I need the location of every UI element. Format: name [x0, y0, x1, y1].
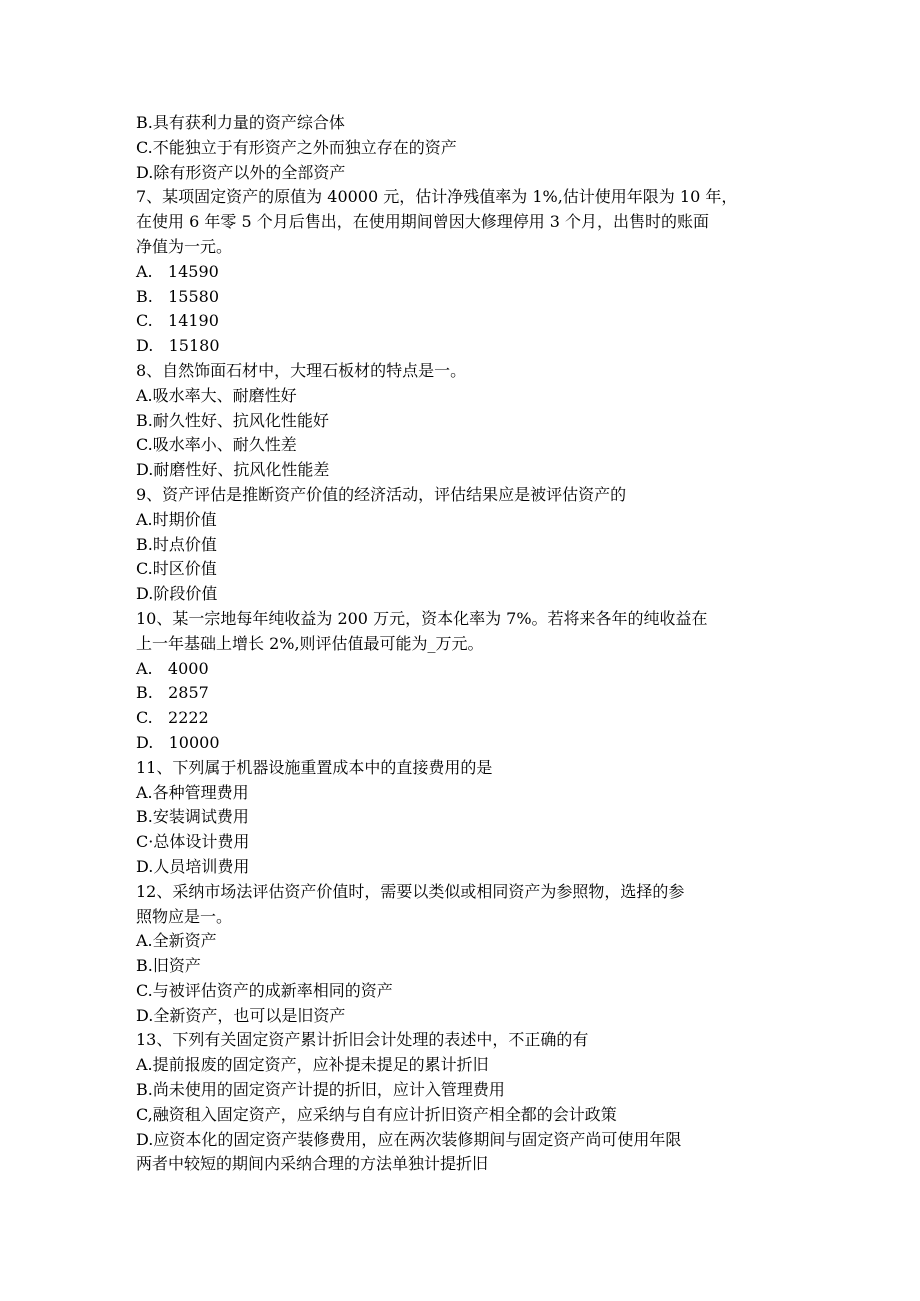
- option-a-q13: A.提前报废的固定资产，应补提未提足的累计折旧: [136, 1055, 489, 1075]
- option-d-q13-line-2: 两者中较短的期间内采纳合理的方法单独计提折旧: [136, 1154, 489, 1174]
- option-b-q13: B.尚未使用的固定资产计提的折旧，应计入管理费用: [136, 1080, 505, 1100]
- option-d-q13-line-1: D.应资本化的固定资产装修费用，应在两次装修期间与固定资产尚可使用年限: [136, 1129, 682, 1149]
- option-a-q12: A.全新资产: [136, 931, 217, 951]
- option-d-q12: D.全新资产，也可以是旧资产: [136, 1005, 346, 1025]
- question-9: 9、资产评估是推断资产价值的经济活动，评估结果应是被评估资产的: [136, 484, 627, 504]
- option-c-q12: C.与被评估资产的成新率相同的资产: [136, 980, 393, 1000]
- option-c-q7: C. 14190: [136, 311, 219, 331]
- option-d-q11: D.人员培训费用: [136, 856, 250, 876]
- question-10-line-1: 10、某一宗地每年纯收益为 200 万元，资本化率为 7%。若将来各年的纯收益在: [136, 608, 708, 628]
- question-7-line-1: 7、某项固定资产的原值为 40000 元，估计净残值率为 1%,估计使用年限为 10 年，: [136, 187, 738, 207]
- option-d-q9: D.阶段价值: [136, 584, 218, 604]
- option-b-q9: B.时点价值: [136, 534, 217, 554]
- question-11: 11、下列属于机器设施重置成本中的直接费用的是: [136, 757, 493, 777]
- option-b-q10: B. 2857: [136, 683, 209, 703]
- option-a-q10: A. 4000: [136, 658, 209, 678]
- question-8: 8、自然饰面石材中，大理石板材的特点是一。: [136, 360, 467, 380]
- option-c-q9: C.时区价值: [136, 559, 217, 579]
- question-10-line-2: 上一年基础上增长 2%,则评估值最可能为_万元。: [136, 633, 484, 653]
- option-b-q12: B.旧资产: [136, 956, 201, 976]
- option-a-q9: A.时期价值: [136, 509, 217, 529]
- document-page: [136, 111, 796, 1177]
- question-7-line-2: 在使用 6 年零 5 个月后售出，在使用期间曾因大修理停用 3 个月，出售时的账面: [136, 212, 710, 232]
- option-d-q7: D. 15180: [136, 336, 220, 356]
- question-12-line-1: 12、采纳市场法评估资产价值时，需要以类似或相同资产为参照物，选择的参: [136, 881, 685, 901]
- option-b-q8: B.耐久性好、抗风化性能好: [136, 410, 329, 430]
- option-c-q10: C. 2222: [136, 708, 209, 728]
- option-c-q13: C,融资租入固定资产，应采纳与自有应计折旧资产相全都的会计政策: [136, 1104, 617, 1124]
- option-d-q6: D.除有形资产以外的全部资产: [136, 162, 346, 182]
- option-c-q6: C.不能独立于有形资产之外而独立存在的资产: [136, 137, 457, 157]
- option-d-q10: D. 10000: [136, 732, 220, 752]
- option-b-q11: B.安装调试费用: [136, 807, 249, 827]
- option-c-q8: C.吸水率小、耐久性差: [136, 435, 297, 455]
- option-b-q6: B.具有获利力量的资产综合体: [136, 113, 345, 132]
- option-d-q8: D.耐磨性好、抗风化性能差: [136, 460, 330, 480]
- option-c-q11: C·总体设计费用: [136, 832, 250, 852]
- question-12-line-2: 照物应是一。: [136, 906, 233, 926]
- option-a-q7: A. 14590: [136, 261, 219, 281]
- option-a-q8: A.吸水率大、耐磨性好: [136, 385, 297, 405]
- question-7-line-3: 净值为一元。: [136, 236, 233, 256]
- option-b-q7: B. 15580: [136, 286, 219, 306]
- question-13: 13、下列有关固定资产累计折旧会计处理的表述中，不正确的有: [136, 1030, 589, 1050]
- option-a-q11: A.各种管理费用: [136, 782, 249, 802]
